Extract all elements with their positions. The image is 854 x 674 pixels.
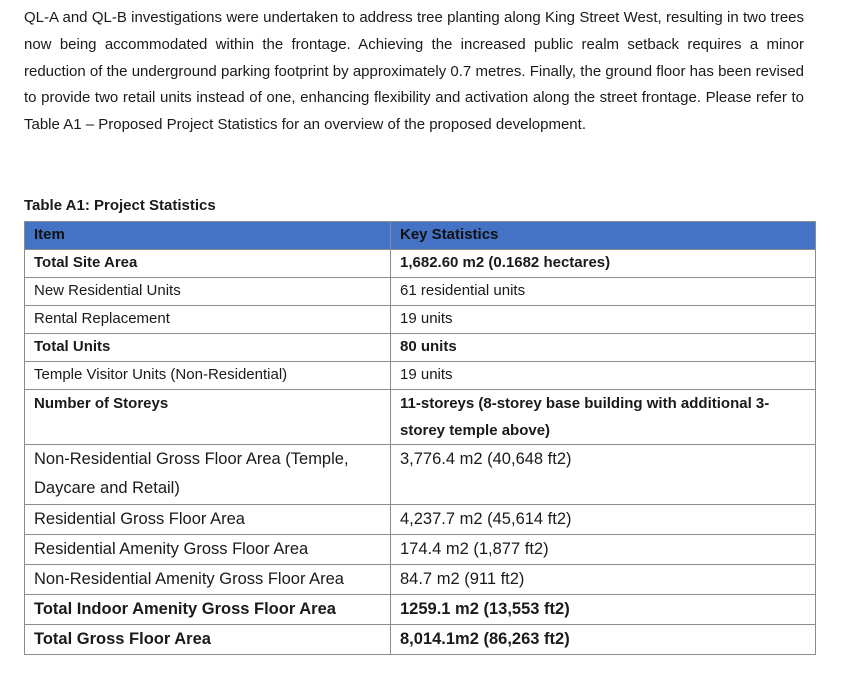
row-value: 3,776.4 m2 (40,648 ft2) [391,445,816,505]
row-item-label: Total Site Area [25,250,391,278]
project-statistics-table [24,221,816,655]
table-row [25,505,816,535]
row-value: 61 residential units [391,278,816,306]
column-header-key-statistics: Key Statistics [391,222,816,250]
column-header-item: Item [25,222,391,250]
table-row [25,625,816,655]
row-value: 84.7 m2 (911 ft2) [391,565,816,595]
row-value: 174.4 m2 (1,877 ft2) [391,535,816,565]
row-item-label: Total Gross Floor Area [25,625,391,655]
row-item-label: Rental Replacement [25,306,391,334]
row-item-label: New Residential Units [25,278,391,306]
table-row [25,565,816,595]
table-row [25,306,816,334]
table-row [25,334,816,362]
row-value: 11-storeys (8-storey base building with additional 3-storey temple above) [391,390,816,445]
table-header-row [25,222,816,250]
table-caption: Table A1: Project Statistics [24,197,216,214]
row-item-label: Total Indoor Amenity Gross Floor Area [25,595,391,625]
row-item-label: Non-Residential Gross Floor Area (Temple, Daycare and Retail) [25,445,391,505]
row-item-label: Non-Residential Amenity Gross Floor Area [25,565,391,595]
row-value: 8,014.1m2 (86,263 ft2) [391,625,816,655]
table-row [25,250,816,278]
table-row [25,362,816,390]
table-row [25,535,816,565]
row-item-label: Residential Gross Floor Area [25,505,391,535]
row-item-label: Total Units [25,334,391,362]
row-value: 80 units [391,334,816,362]
row-value: 19 units [391,362,816,390]
intro-paragraph: QL-A and QL-B investigations were undertaken to address tree planting along King Street West, resulting in two trees now being accommodated within the frontage. Achieving the increased public realm setback requires a minor reduction of the underground parking footprint by approximately 0.7 metres. Finally, the ground floor has been revised to provide two retail units instead of one, enhancing flexibility and activation along the street frontage. Please refer to Table A1 – Proposed Project Statistics for an overview of the proposed development. [24,9,804,134]
row-item-label: Temple Visitor Units (Non-Residential) [25,362,391,390]
table-row [25,595,816,625]
table-row [25,278,816,306]
row-item-label: Number of Storeys [25,390,391,445]
row-value: 1259.1 m2 (13,553 ft2) [391,595,816,625]
row-value: 1,682.60 m2 (0.1682 hectares) [391,250,816,278]
row-value: 4,237.7 m2 (45,614 ft2) [391,505,816,535]
table-row [25,445,816,505]
row-value: 19 units [391,306,816,334]
table-row [25,390,816,445]
row-item-label: Residential Amenity Gross Floor Area [25,535,391,565]
